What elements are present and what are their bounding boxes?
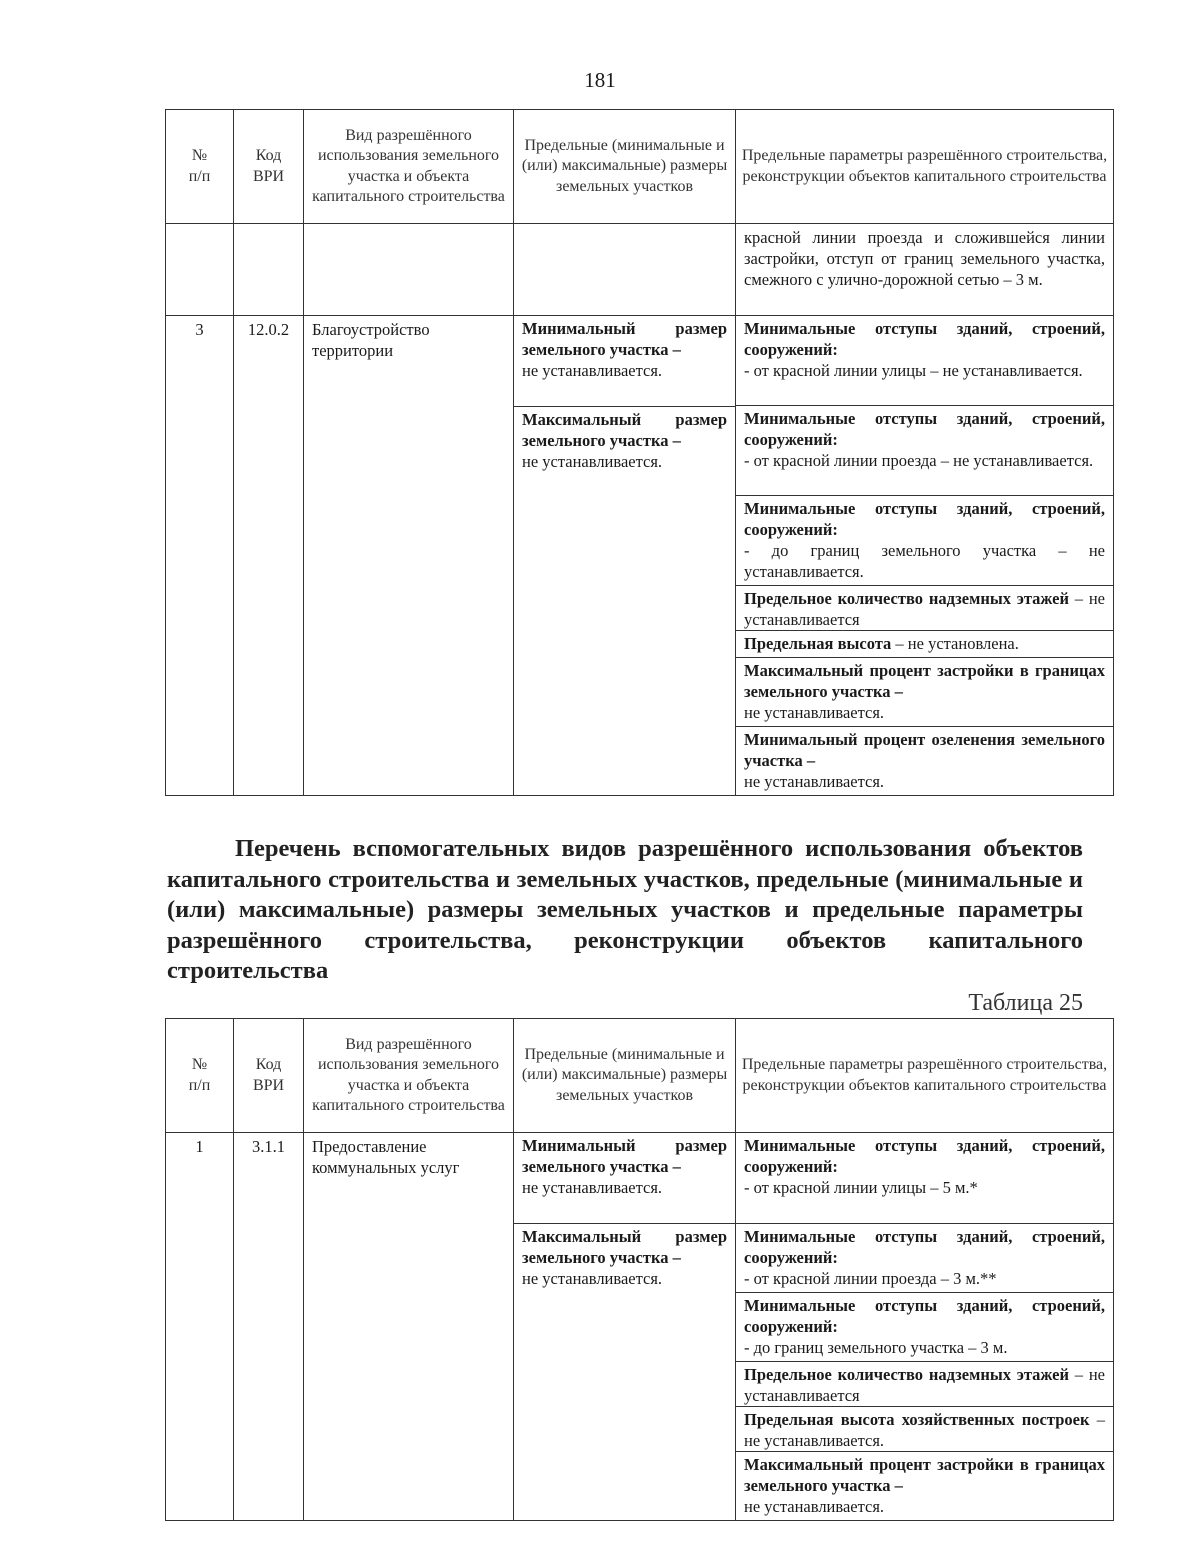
continuation-text: красной линии проезда и сложившейся линии застройки, отступ от границ земельного участка, смежного с улично-дорожной сетью – 3 м. [736,224,1114,316]
param-body: - до границ земельного участка – 3 м. [744,1338,1008,1357]
param-item [736,1452,1113,1520]
param-item [736,1293,1113,1362]
param-title: Максимальный процент застройки в границах земельного участка – [744,661,1105,701]
param-title: Минимальные отступы зданий, строений, сооружений: [744,409,1105,449]
cell-empty [304,224,514,316]
header-code-text: Код ВРИ [252,147,285,185]
cell-empty [166,224,234,316]
header-params: Предельные параметры разрешённого строительства, реконструкции объектов капитального строительства [736,110,1114,224]
param-body: не устанавливается. [744,1497,885,1516]
param-body: не устанавливается. [744,703,885,722]
param-title: Минимальные отступы зданий, строений, сооружений: [744,319,1105,359]
header-num-text: № п/п [188,1056,211,1094]
param-item [736,727,1113,795]
cell-empty [514,224,736,316]
row-params [736,316,1114,796]
param-body: – не устанавливается [744,589,1105,629]
row-num: 1 [166,1133,234,1521]
param-title: Предельное количество надземных этажей [744,1365,1070,1384]
param-body: - от красной линии проезда – не устанавливается. [744,451,1094,470]
params-max-cell [736,1224,1114,1521]
min-size-title: Минимальный размер земельного участка – [522,319,727,359]
params-min-cell [736,1133,1114,1224]
row-code: 12.0.2 [234,316,304,796]
header-num [166,110,234,224]
min-size-value: не устанавливается. [522,1178,663,1197]
header-code [234,110,304,224]
row-use: Благоустройство территории [304,316,514,796]
param-item [736,1224,1113,1293]
header-code [234,1019,304,1133]
max-size-block [514,1224,735,1291]
row-code: 3.1.1 [234,1133,304,1521]
page-number: 181 [584,68,616,92]
param-body: – не устанавливается [744,1365,1105,1405]
row-size [514,316,736,796]
param-item [736,496,1113,586]
param-item [736,586,1113,631]
min-size-value: не устанавливается. [522,361,663,380]
max-size-block [514,407,735,474]
cell-empty [234,224,304,316]
header-params: Предельные параметры разрешённого строительства, реконструкции объектов капитального строительства [736,1019,1114,1133]
param-body: - от красной линии улицы – 5 м.* [744,1178,978,1197]
param-body: – не устанавливается. [744,1410,1106,1450]
param-title: Минимальные отступы зданий, строений, сооружений: [744,1296,1105,1336]
min-size-cell [514,1133,736,1224]
header-num [166,1019,234,1133]
table-row-continuation [166,224,1114,316]
param-item [736,658,1113,727]
param-item [736,316,1113,406]
max-size-cell [514,1224,736,1521]
row-num: 3 [166,316,234,796]
param-item [736,406,1113,496]
table-label: Таблица 25 [968,990,1083,1016]
section-heading: Перечень вспомогательных видов разрешённого использования объектов капитального строительства и земельных участков, предельные (минимальные и (или) максимальные) размеры земельных участков и предельные параметры разрешённого строительства, реконструкции объектов капитального строительства [167,835,1083,984]
param-body: - от красной линии проезда – 3 м.** [744,1269,997,1288]
header-num-text: № п/п [188,147,211,185]
param-title: Минимальные отступы зданий, строений, сооружений: [744,499,1105,539]
param-item [736,1133,1113,1200]
param-title: Предельное количество надземных этажей [744,589,1070,608]
param-body: не устанавливается. [744,772,885,791]
min-size-block [514,1133,735,1200]
header-use: Вид разрешённого использования земельного участка и объекта капитального строительства [304,110,514,224]
regulation-table-2 [165,1018,1114,1521]
param-body: – не установлена. [891,634,1019,653]
table-row [166,1133,1114,1224]
param-body: - до границ земельного участка – не устанавливается. [744,541,1105,581]
param-title: Предельная высота хозяйственных построек [744,1410,1090,1429]
min-size-title: Минимальный размер земельного участка – [522,1136,727,1176]
header-code-text: Код ВРИ [252,1056,285,1094]
param-item [736,1362,1113,1407]
param-title: Минимальные отступы зданий, строений, сооружений: [744,1227,1105,1267]
param-title: Минимальный процент озеленения земельного участка – [744,730,1105,770]
max-size-title: Максимальный размер земельного участка – [522,1227,727,1267]
table-header-row [166,1019,1114,1133]
param-title: Минимальные отступы зданий, строений, сооружений: [744,1136,1105,1176]
max-size-value: не устанавливается. [522,452,663,471]
param-body: - от красной линии улицы – не устанавливается. [744,361,1083,380]
regulation-table-1 [165,109,1114,796]
table-header-row [166,110,1114,224]
min-size-block [514,316,735,407]
row-use: Предоставление коммунальных услуг [304,1133,514,1521]
header-size: Предельные (минимальные и (или) максимальные) размеры земельных участков [514,1019,736,1133]
param-title: Предельная высота [744,634,892,653]
header-use: Вид разрешённого использования земельного участка и объекта капитального строительства [304,1019,514,1133]
param-title: Максимальный процент застройки в границах земельного участка – [744,1455,1105,1495]
table-row [166,316,1114,796]
param-item [736,1407,1113,1452]
max-size-value: не устанавливается. [522,1269,663,1288]
param-item [736,631,1113,658]
header-size: Предельные (минимальные и (или) максимальные) размеры земельных участков [514,110,736,224]
max-size-title: Максимальный размер земельного участка – [522,410,727,450]
